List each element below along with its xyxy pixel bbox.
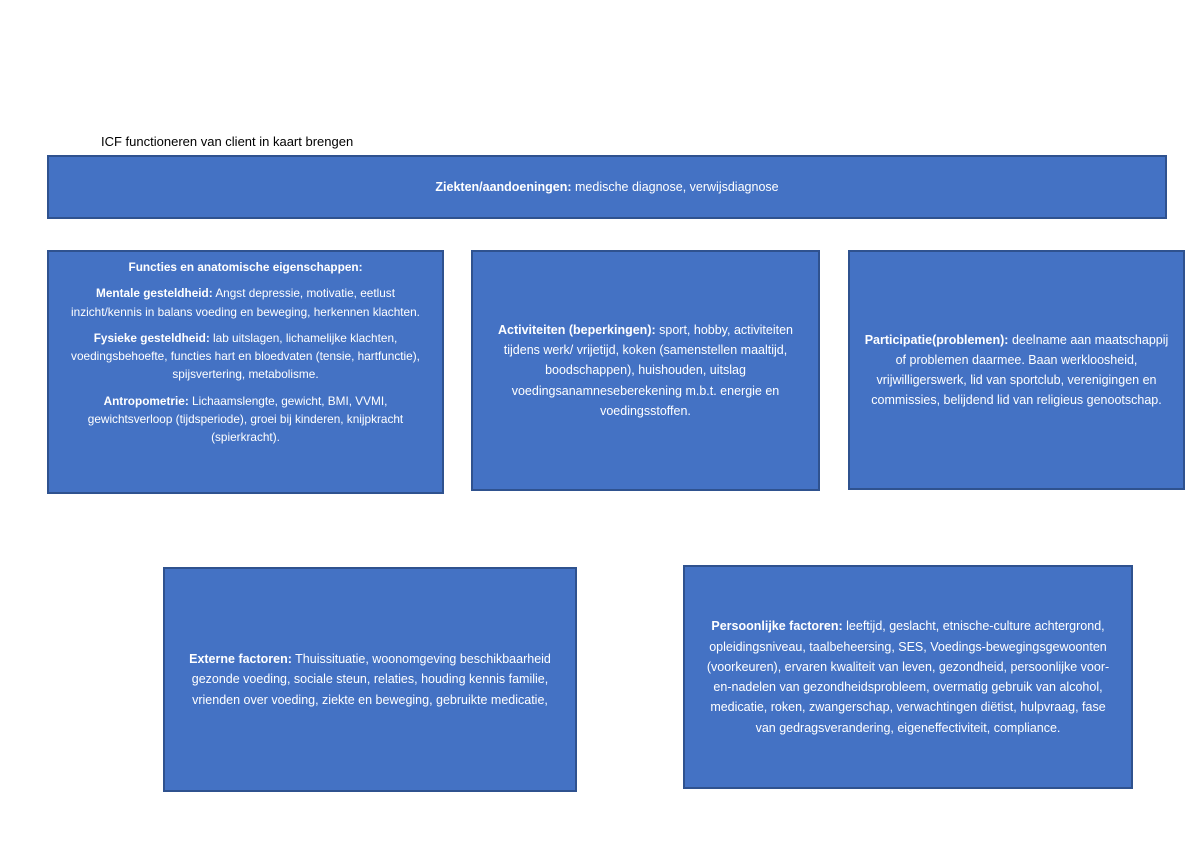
functies-heading: Functies en anatomische eigenschappen: xyxy=(128,260,363,274)
externe-factoren-heading: Externe factoren: xyxy=(189,652,292,667)
externe-factoren-text: Thuissituatie, woonomgeving beschikbaarheid gezonde voeding, sociale steun, relaties, houding kennis familie, vrienden over voeding, ziekte en beweging, gebruikte medicatie, xyxy=(191,652,551,707)
persoonlijke-factoren-heading: Persoonlijke factoren: xyxy=(711,619,843,634)
fysieke-paragraph xyxy=(63,329,428,384)
ziekten-text: medische diagnose, verwijsdiagnose xyxy=(571,179,779,194)
persoonlijke-factoren-paragraph xyxy=(699,616,1117,738)
functies-box xyxy=(47,250,444,494)
activiteiten-paragraph xyxy=(487,320,804,421)
participatie-paragraph xyxy=(864,330,1169,411)
ziekten-box xyxy=(47,155,1167,219)
persoonlijke-factoren-box xyxy=(683,565,1133,789)
antropometrie-paragraph xyxy=(63,392,428,447)
externe-factoren-box xyxy=(163,567,577,792)
activiteiten-heading: Activiteiten (beperkingen): xyxy=(497,322,656,337)
fysieke-text: lab uitslagen, lichamelijke klachten, voedingsbehoefte, functies hart en bloedvaten (tensie, hartfunctie), spijsvertering, metabolisme. xyxy=(71,330,420,382)
mentale-heading: Mentale gesteldheid: xyxy=(96,286,213,301)
antropometrie-heading: Antropometrie: xyxy=(103,393,189,408)
participatie-text: deelname aan maatschappij of problemen daarmee. Baan werkloosheid, vrijwilligerswerk, lid van sportclub, verenigingen en commissies, belijdend lid van religieus genootschap. xyxy=(871,332,1169,408)
page-title: ICF functioneren van client in kaart brengen xyxy=(101,134,354,149)
participatie-heading: Participatie(problemen): xyxy=(864,332,1009,347)
externe-factoren-paragraph xyxy=(179,649,561,710)
functies-heading-paragraph xyxy=(128,258,362,276)
activiteiten-box xyxy=(471,250,820,491)
mentale-paragraph xyxy=(63,284,428,321)
ziekten-heading: Ziekten/aandoeningen: xyxy=(435,179,572,194)
mentale-text: Angst depressie, motivatie, eetlust inzicht/kennis in balans voeding en beweging, herkennen klachten. xyxy=(71,286,420,319)
antropometrie-text: Lichaamslengte, gewicht, BMI, VVMI, gewichtsverloop (tijdsperiode), groei bij kinderen, knijpkracht (spierkracht). xyxy=(87,393,404,445)
activiteiten-text: sport, hobby, activiteiten tijdens werk/ vrijetijd, koken (samenstellen maaltijd, boodschappen), huishouden, uitslag voedingsanamneseberekening m.b.t. energie en voedingsstoffen. xyxy=(503,322,793,418)
participatie-box xyxy=(848,250,1185,490)
ziekten-paragraph xyxy=(435,177,778,197)
fysieke-heading: Fysieke gesteldheid: xyxy=(93,330,210,345)
persoonlijke-factoren-text: leeftijd, geslacht, etnische-culture achtergrond, opleidingsniveau, taalbeheersing, SES, Voedings-bewegingsgewoonten (voorkeuren), ervaren kwaliteit van leven, gezondheid, persoonlijke voor-en-nadelen van gezondheidsprobleem, overmatig gebruik van alcohol, medicatie, roken, zwangerschap, verwachtingen diëtist, hulpvraag, fase van gedragsverandering, eigeneffectiviteit, compliance. xyxy=(706,619,1110,735)
